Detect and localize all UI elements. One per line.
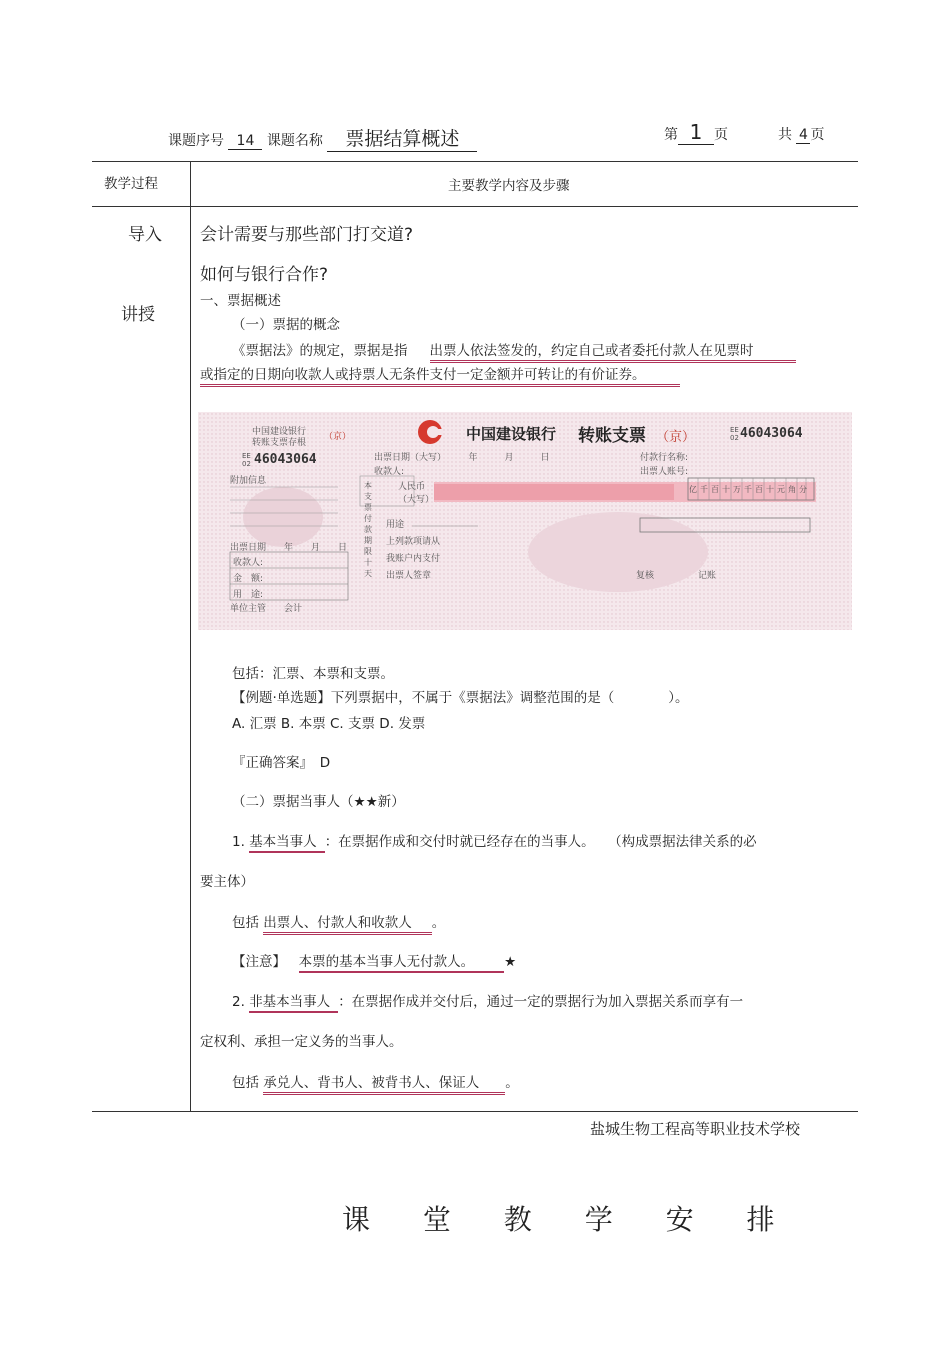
example-question: 【例题·单选题】下列票据中，不属于《票据法》调整范围的是（ ）。 bbox=[232, 690, 689, 706]
definition-intro: 《票据法》的规定，票据是指 bbox=[232, 343, 408, 359]
point-2-number: 2. bbox=[232, 994, 245, 1010]
point-2-text: ：在票据作成并交付后，通过一定的票据行为加入票据关系而享有一 bbox=[338, 994, 744, 1010]
point-1-term: 基本当事人 bbox=[249, 834, 325, 853]
point-2-term: 非基本当事人 bbox=[249, 994, 338, 1013]
account-label: 我账户内支付 bbox=[386, 554, 441, 564]
seq-value: 14 bbox=[228, 133, 262, 150]
stub-amount: 金 额: bbox=[233, 574, 264, 584]
header-total bbox=[778, 124, 824, 144]
total-prefix: 共 bbox=[778, 127, 792, 143]
stub-date: 出票日期 年 月 日 bbox=[230, 543, 348, 553]
section-1-title: 一、票据概述 bbox=[200, 293, 281, 309]
school-name: 盐城生物工程高等职业技术学校 bbox=[590, 1120, 801, 1138]
definition-highlight-2: 或指定的日期向收款人或持票人无条件支付一定金额并可转让的有价证券。 bbox=[200, 367, 680, 387]
subsection-2-title: （二）票据当事人（★★新） bbox=[232, 794, 405, 810]
name-label: 课题名称 bbox=[266, 133, 323, 149]
seq-label: 课题序号 bbox=[168, 133, 224, 149]
stage-teach: 讲授 bbox=[121, 305, 155, 325]
page-number: 1 bbox=[678, 120, 714, 145]
note-star: ★ bbox=[504, 954, 517, 970]
stub-title: 转账支票存根 bbox=[252, 438, 307, 448]
name-value: 票据结算概述 bbox=[327, 124, 477, 152]
point-1-includes-label: 包括 bbox=[232, 915, 259, 931]
question-1: 会计需要与那些部门打交道? bbox=[200, 225, 414, 245]
question-2: 如何与银行合作? bbox=[200, 265, 329, 285]
date-label: 出票日期（大写） 年 月 日 bbox=[374, 453, 550, 463]
definition-line-2 bbox=[200, 363, 680, 383]
includes-text: 包括：汇票、本票和支票。 bbox=[232, 666, 394, 682]
payee-label: 收款人: bbox=[374, 467, 405, 477]
cheque-code: EE 02 bbox=[730, 426, 739, 442]
note-label: 【注意】 bbox=[232, 954, 286, 970]
stub-number: 46043064 bbox=[254, 452, 317, 467]
point-2-includes-list: 承兑人、背书人、被背书人、保证人 bbox=[263, 1075, 505, 1095]
stage-intro: 导入 bbox=[128, 225, 162, 245]
stub-payee: 收款人: bbox=[233, 558, 264, 568]
point-1-text: ：在票据作成和交付时就已经存在的当事人。 （构成票据法律关系的必 bbox=[324, 834, 757, 850]
stub-bank: 中国建设银行 bbox=[252, 427, 307, 437]
stub-extra-info: 附加信息 bbox=[230, 476, 267, 486]
point-2-text-cont: 定权利、承担一定义务的当事人。 bbox=[200, 1034, 403, 1050]
subsection-1-title: （一）票据的概念 bbox=[232, 317, 340, 333]
table-top-border bbox=[92, 161, 858, 162]
definition-highlight-1: 出票人依法签发的，约定自己或者委托付款人在见票时 bbox=[430, 343, 796, 363]
table-bottom-border bbox=[92, 1111, 858, 1112]
header-seq bbox=[168, 124, 477, 152]
point-1-text-cont: 要主体） bbox=[200, 874, 254, 890]
stub-code: EE 02 bbox=[242, 452, 251, 468]
page-prefix: 第 bbox=[664, 127, 678, 143]
point-1 bbox=[232, 830, 757, 850]
point-1-includes bbox=[232, 911, 445, 931]
next-page-title: 课 堂 教 学 安 排 bbox=[342, 1203, 797, 1236]
table-header-border bbox=[92, 206, 858, 207]
stub-use: 用 途: bbox=[233, 590, 264, 600]
col-header-content: 主要教学内容及步骤 bbox=[448, 178, 570, 194]
drawer-account: 出票人账号: bbox=[640, 467, 689, 477]
cheque-region: （京） bbox=[656, 430, 696, 445]
use-label: 用途 bbox=[386, 520, 405, 530]
definition-line-1 bbox=[232, 339, 796, 359]
col-header-process: 教学过程 bbox=[104, 176, 158, 192]
rmb-label: 人民币 bbox=[398, 482, 426, 492]
cheque-side-text: 本支票付款期限十天 bbox=[364, 481, 372, 578]
example-options: A. 汇票 B. 本票 C. 支票 D. 发票 bbox=[232, 716, 426, 732]
review-label: 复核 bbox=[636, 571, 655, 581]
bookkeep-label: 记账 bbox=[698, 571, 717, 581]
transfer-cheque-image bbox=[198, 412, 852, 630]
total-suffix: 页 bbox=[810, 127, 825, 143]
above-label: 上列款项请从 bbox=[386, 537, 441, 547]
point-1-includes-end: 。 bbox=[431, 915, 446, 931]
stub-footer: 单位主管 会计 bbox=[230, 604, 303, 614]
note bbox=[232, 950, 516, 970]
cheque-title: 转账支票 bbox=[578, 426, 646, 446]
bank-name: 中国建设银行 bbox=[466, 425, 557, 443]
point-2-includes-end: 。 bbox=[505, 1075, 519, 1091]
point-2 bbox=[232, 990, 743, 1010]
signature-label: 出票人签章 bbox=[386, 571, 432, 581]
total-value: 4 bbox=[796, 127, 810, 144]
point-2-includes bbox=[232, 1071, 519, 1091]
cheque-number: 46043064 bbox=[740, 426, 803, 441]
page-suffix: 页 bbox=[714, 127, 728, 143]
table-column-divider bbox=[190, 161, 191, 1112]
example-answer: 『正确答案』 D bbox=[232, 755, 331, 771]
header-page bbox=[664, 120, 728, 145]
amount-digit-labels: 亿千百十万千百十元角分 bbox=[689, 485, 810, 494]
rmb-big-label: （大写） bbox=[398, 495, 435, 505]
point-1-number: 1. bbox=[232, 834, 245, 850]
point-2-includes-label: 包括 bbox=[232, 1075, 259, 1091]
payer-bank: 付款行名称: bbox=[640, 453, 689, 463]
point-1-includes-list: 出票人、付款人和收款人 bbox=[263, 915, 432, 935]
note-text: 本票的基本当事人无付款人。 bbox=[299, 954, 505, 973]
stub-region: （京） bbox=[324, 432, 352, 442]
